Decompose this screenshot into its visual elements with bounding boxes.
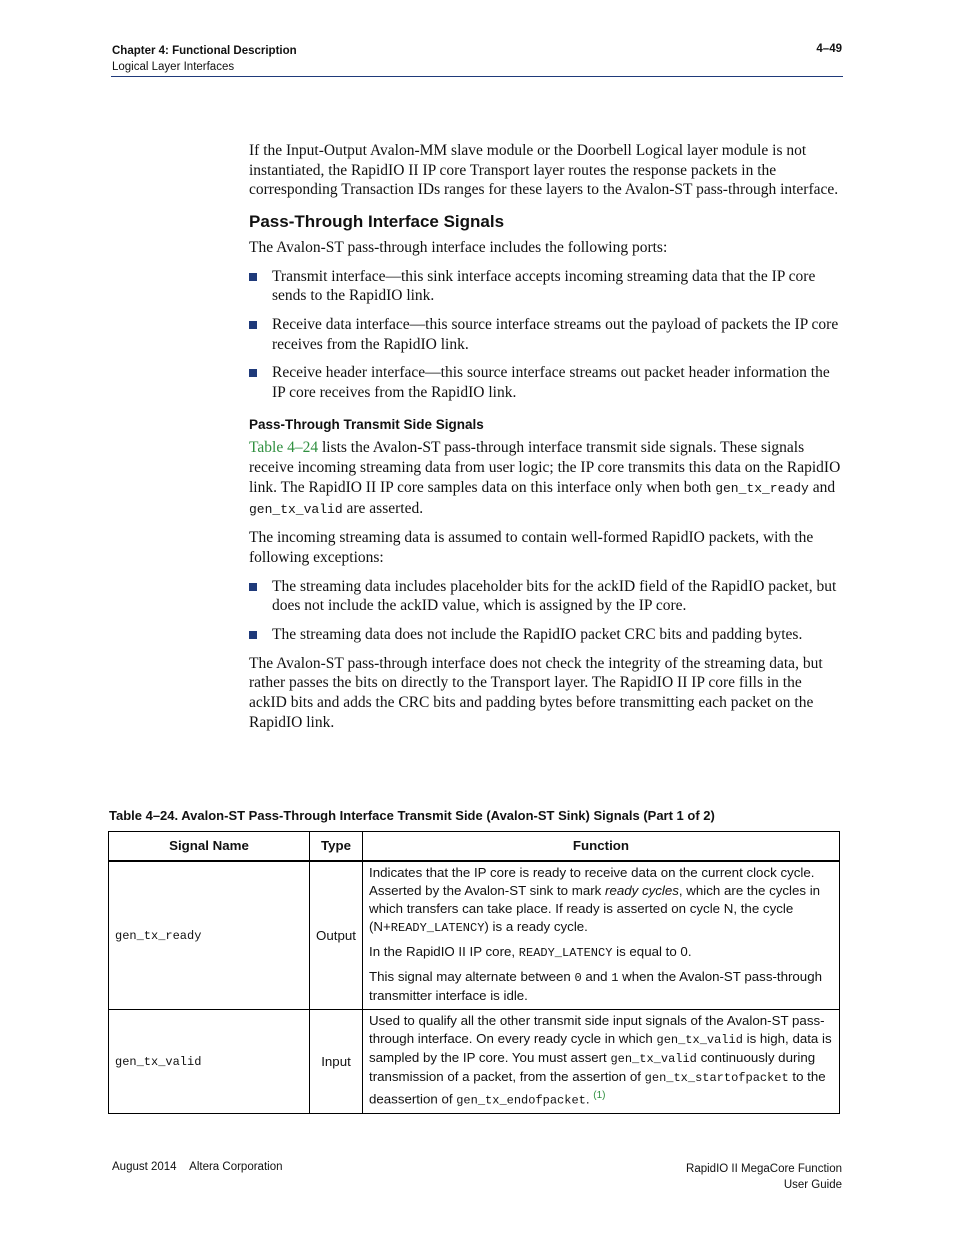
chapter-title: Chapter 4: Functional Description: [112, 45, 297, 57]
list-item: Receive header interface—this source interface streams out packet header information the IP core receives from the RapidIO link.: [249, 363, 841, 402]
ports-intro: The Avalon-ST pass-through interface includes the following ports:: [249, 238, 668, 256]
signals-table: [108, 831, 840, 1114]
signal-type-cell: Input: [310, 1010, 363, 1114]
bullet-square-icon: [249, 273, 257, 281]
list-item: The streaming data does not include the RapidIO packet CRC bits and padding bytes.: [249, 625, 841, 645]
signal-name-cell: gen_tx_ready: [109, 861, 310, 1010]
header-rule: [111, 76, 843, 77]
heading-transmit-side-signals: Pass-Through Transmit Side Signals: [249, 416, 484, 432]
body-content: [249, 141, 841, 733]
bullet-square-icon: [249, 583, 257, 591]
running-header: [112, 43, 297, 75]
column-header-function: Function: [363, 832, 840, 862]
table-row: [109, 1010, 840, 1114]
intro-paragraph: If the Input-Output Avalon-MM slave module or the Doorbell Logical layer module is not instantiated, the RapidIO II IP core Transport layer routes the response packets in the corresponding Transaction IDs ranges for these layers to the Avalon-ST pass-through interface.: [249, 142, 839, 199]
closing-paragraph: The Avalon-ST pass-through interface does not check the integrity of the streaming data, but rather passes the bits on directly to the Transport layer. The RapidIO II IP core fills in the ackID bits and adds the CRC bits and padding bytes before transmitting each packet on the RapidIO link.: [249, 654, 823, 731]
bullet-square-icon: [249, 321, 257, 329]
table-link[interactable]: Table 4–24: [249, 439, 319, 457]
footer-date: August 2014: [112, 1161, 177, 1173]
column-header-signal-name: Signal Name: [109, 832, 310, 862]
bullet-square-icon: [249, 631, 257, 639]
section-title: Logical Layer Interfaces: [112, 61, 235, 73]
list-item: Receive data interface—this source interface streams out the payload of packets the IP core receives from the RapidIO link.: [249, 315, 841, 354]
footer-right: [686, 1161, 842, 1193]
table-caption: Table 4–24. Avalon-ST Pass-Through Interface Transmit Side (Avalon-ST Sink) Signals (Part 1 of 2): [109, 808, 715, 823]
page-number: 4–49: [816, 43, 842, 55]
signal-function-cell: Used to qualify all the other transmit side input signals of the Avalon-ST pass-through interface. On every ready cycle in which gen_tx_valid is high, data is sampled by the IP core. You must assert gen_tx_valid continuously during transmission of a packet, from the assertion of gen_tx_startofpacket to the deassertion of gen_tx_endofpacket. $^{(1)}$: [363, 1010, 840, 1114]
transmit-paragraph: Table 4–24 lists the Avalon-ST pass-through interface transmit side signals. These signals receive incoming streaming data from user logic; the IP core transmits this data on the RapidIO link. The RapidIO II IP core samples data on this interface only when both gen_tx_ready and gen_tx_valid are asserted.: [249, 439, 841, 517]
footer-company: Altera Corporation: [189, 1161, 283, 1173]
signal-name-cell: gen_tx_valid: [109, 1010, 310, 1114]
column-header-type: Type: [310, 832, 363, 862]
exceptions-intro: The incoming streaming data is assumed to contain well-formed RapidIO packets, with the following exceptions:: [249, 529, 814, 566]
footer-doc: User Guide: [783, 1179, 842, 1191]
list-item: Transmit interface—this sink interface accepts incoming streaming data that the IP core sends to the RapidIO link.: [249, 267, 841, 306]
footer-left: [112, 1161, 292, 1173]
footnote-link[interactable]: (1): [593, 1090, 606, 1101]
footer-product: RapidIO II MegaCore Function: [686, 1163, 842, 1175]
list-item: The streaming data includes placeholder bits for the ackID field of the RapidIO packet, but does not include the ackID value, which is assigned by the IP core.: [249, 577, 841, 616]
table-header-row: [109, 832, 840, 862]
table-row: [109, 861, 840, 1010]
signal-function-cell: Indicates that the IP core is ready to receive data on the current clock cycle. Asserted by the Avalon-ST sink to mark ready cycles, which are the cycles in which transfers can take place. If ready is asserted on cycle N, the cycle (N+READY_LATENCY) is a ready cycle. In the RapidIO II IP core, READY_LATENCY is equal to 0. This signal may alternate between 0 and 1 when the Avalon-ST pass-through transmitter interface is idle.: [363, 861, 840, 1010]
bullet-square-icon: [249, 369, 257, 377]
heading-pass-through-interface-signals: Pass-Through Interface Signals: [249, 212, 505, 232]
signal-type-cell: Output: [310, 861, 363, 1010]
